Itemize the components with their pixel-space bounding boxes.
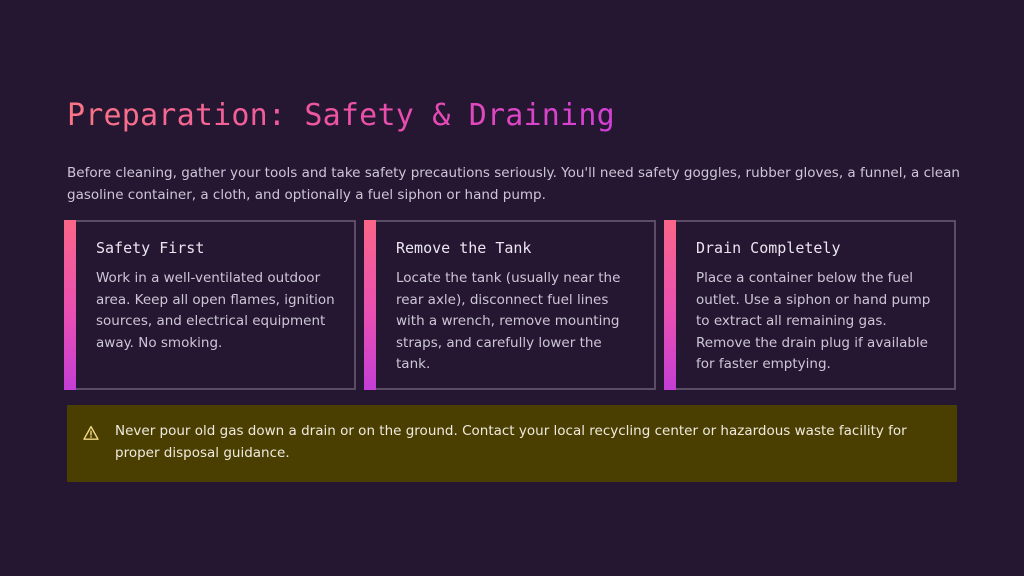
warning-text: Never pour old gas down a drain or on the ground. Contact your local recycling center or hazardous waste facility for proper disposal guidance. bbox=[115, 423, 907, 461]
card-accent-bar bbox=[664, 220, 676, 390]
card-safety-first bbox=[64, 220, 356, 390]
card-drain-completely bbox=[664, 220, 956, 390]
card-body: Work in a well-ventilated outdoor area. Keep all open flames, ignition sources, and electrical equipment away. No smoking. bbox=[96, 270, 335, 351]
warning-triangle-icon bbox=[83, 425, 99, 441]
card-body: Place a container below the fuel outlet. Use a siphon or hand pump to extract all remaining gas. Remove the drain plug if available for faster emptying. bbox=[696, 270, 931, 372]
card-title: Remove the Tank bbox=[396, 239, 532, 257]
card-body: Locate the tank (usually near the rear axle), disconnect fuel lines with a wrench, remove mounting straps, and carefully lower the tank. bbox=[396, 270, 621, 372]
card-accent-bar bbox=[364, 220, 376, 390]
card-accent-bar bbox=[64, 220, 76, 390]
card-title: Drain Completely bbox=[696, 239, 841, 257]
intro-paragraph: Before cleaning, gather your tools and take safety precautions seriously. You'll need safety goggles, rubber gloves, a funnel, a clean gasoline container, a cloth, and optionally a fuel siphon or hand pump. bbox=[67, 165, 960, 203]
card-remove-the-tank bbox=[364, 220, 656, 390]
warning-callout bbox=[67, 405, 957, 482]
card-title: Safety First bbox=[96, 239, 205, 257]
page-title: Preparation: Safety & Draining bbox=[67, 96, 615, 136]
